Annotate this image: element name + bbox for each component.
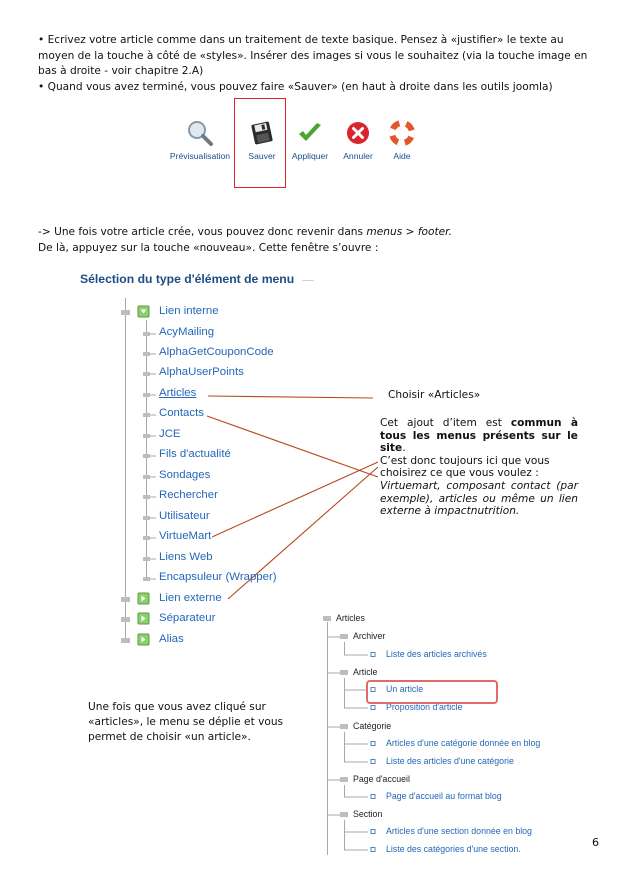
return-prefix: -> Une fois votre article crée, vous pouvez donc revenir dans [38,226,367,238]
choose-articles-note: Choisir «Articles» [388,389,481,401]
item-category-blog[interactable]: Articles d'une catégorie donnée en blog [386,738,541,748]
menu-utilisateur[interactable]: Utilisateur [159,510,210,522]
callout-p1-suffix: . [402,442,406,455]
menu-alphagetcouponcode[interactable]: AlphaGetCouponCode [159,346,274,358]
page-number: 6 [592,836,599,849]
group-section[interactable]: Section [353,809,383,819]
bullet-save: • Quand vous avez terminé, vous pouvez faire «Sauver» (en haut à droite dans les outils joomla) [38,80,553,93]
item-archived-list[interactable]: Liste des articles archivés [386,649,487,659]
menu-rechercher[interactable]: Rechercher [159,489,218,501]
un-article-highlight [366,680,498,704]
item-category-list[interactable]: Liste des articles d'une catégorie [386,756,514,766]
save-label: Sauver [248,151,276,161]
bullet-write-article: • Ecrivez votre article comme dans un traitement de texte basique. Pensez à «justifier» le texte au moyen de la touche à côté de «styles». Insérer des images si vous le souhaitez (via la touche image en bas à droite - voir chapitre 2.A) [38,34,588,77]
menu-sondages[interactable]: Sondages [159,469,211,481]
menu-lien-interne[interactable]: Lien interne [159,305,219,317]
menu-path: menus > footer. [366,226,452,238]
item-section-blog[interactable]: Articles d'une section donnée en blog [386,826,532,836]
menu-acymailing[interactable]: AcyMailing [159,326,215,338]
group-archiver[interactable]: Archiver [353,631,386,641]
articles-root[interactable]: Articles [336,613,365,623]
preview-label: Prévisualisation [169,151,231,161]
menu-alphauserpoints[interactable]: AlphaUserPoints [159,366,244,378]
menu-lien-externe[interactable]: Lien externe [159,592,222,604]
item-section-categories[interactable]: Liste des catégories d'une section. [386,844,521,854]
menu-encapsuleur[interactable]: Encapsuleur (Wrapper) [159,571,277,583]
group-page-accueil[interactable]: Page d'accueil [353,774,410,784]
menu-contacts[interactable]: Contacts [159,407,204,419]
callout-p1-prefix: Cet ajout d’item est [380,417,511,429]
item-proposition-article[interactable]: Proposition d'article [386,702,463,712]
apply-label: Appliquer [291,151,329,161]
menu-alias[interactable]: Alias [159,633,184,645]
menu-type-title: Sélection du type d'élément de menu [80,272,295,286]
callout-p1-bold: commun à tous les menus présents sur le site [380,417,578,455]
menu-liens-web[interactable]: Liens Web [159,551,213,563]
menu-separateur[interactable]: Séparateur [159,612,216,624]
new-button-line: De là, appuyez sur la touche «nouveau». Cette fenêtre s’ouvre : [38,241,379,254]
help-label: Aide [393,151,411,161]
callout-p2: C’est donc toujours ici que vous choisirez ce que vous voulez : [380,454,550,480]
menu-fils-actualite[interactable]: Fils d'actualité [159,448,231,460]
menu-articles[interactable]: Articles [159,387,197,399]
item-un-article[interactable]: Un article [386,684,424,694]
group-categorie[interactable]: Catégorie [353,721,392,731]
callout-p3: Virtuemart, composant contact (par exemple), articles ou même un lien externe à impactnutrition. [380,479,578,518]
menu-virtuemart[interactable]: VirtueMart [159,530,212,542]
menu-jce[interactable]: JCE [159,428,181,440]
expanded-menu-note: Une fois que vous avez cliqué sur «articles», le menu se déplie et vous permet de choisir «un article». [88,701,284,743]
cancel-label: Annuler [343,151,373,161]
item-frontpage-blog[interactable]: Page d'accueil au format blog [386,791,502,801]
group-article[interactable]: Article [353,667,378,677]
